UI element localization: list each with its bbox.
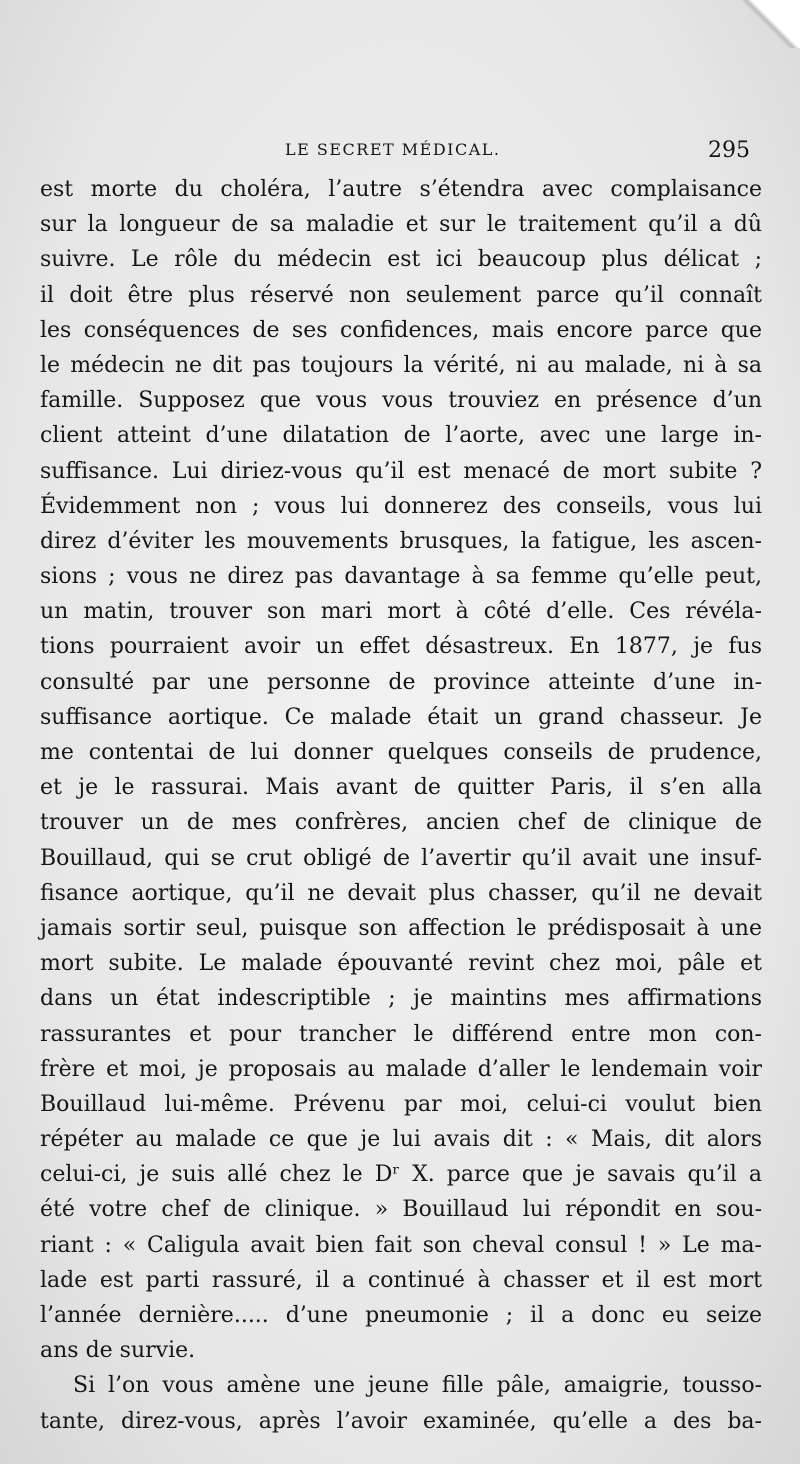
- text-line: les conséquences de ses confidences, mais encore parce que: [40, 317, 762, 343]
- text-line: Évidemment non ; vous lui donnerez des conseils, vous lui: [40, 493, 762, 519]
- text-line: Bouillaud lui-même. Prévenu par moi, celui-ci voulut bien: [40, 1091, 762, 1117]
- text-line: lade est parti rassuré, il a continué à chasser et il est mort: [40, 1267, 762, 1293]
- text-line: riant : « Caligula avait bien fait son cheval consul ! » Le ma-: [40, 1232, 762, 1258]
- text-line: trouver un de mes confrères, ancien chef de clinique de: [40, 810, 762, 836]
- text-line: mort subite. Le malade épouvanté revint chez moi, pâle et: [40, 951, 762, 977]
- page-header: [0, 138, 800, 168]
- text-line: celui-ci, je suis allé chez le Dʳ X. parce que je savais qu’il a: [40, 1162, 762, 1188]
- text-line: été votre chef de clinique. » Bouillaud lui répondit en sou-: [40, 1197, 762, 1223]
- text-line: tante, direz-vous, après l’avoir examinée, qu’elle a des ba-: [40, 1408, 762, 1434]
- text-line: fisance aortique, qu’il ne devait plus chasser, qu’il ne devait: [40, 880, 762, 906]
- body-text: [40, 172, 762, 1439]
- page-corner-fold: [740, 0, 800, 48]
- text-line: suffisance. Lui diriez-vous qu’il est menacé de mort subite ?: [40, 458, 762, 484]
- text-line: frère et moi, je proposais au malade d’aller le lendemain voir: [40, 1056, 762, 1082]
- text-line: dans un état indescriptible ; je maintins mes affirmations: [40, 986, 762, 1012]
- text-line: l’année dernière..... d’une pneumonie ; il a donc eu seize: [40, 1303, 762, 1328]
- text-line: et je le rassurai. Mais avant de quitter Paris, il s’en alla: [40, 775, 762, 801]
- text-line: le médecin ne dit pas toujours la vérité, ni au malade, ni à sa: [40, 352, 762, 378]
- text-line: sions ; vous ne direz pas davantage à sa femme qu’elle peut,: [40, 564, 762, 590]
- text-line: rassurantes et pour trancher le différend entre mon con-: [40, 1021, 762, 1047]
- text-line: il doit être plus réservé non seulement parce qu’il connaît: [40, 282, 762, 308]
- text-line: tions pourraient avoir un effet désastreux. En 1877, je fus: [40, 634, 762, 660]
- text-line: consulté par une personne de province atteinte d’une in-: [40, 669, 762, 695]
- paragraph-start-line: Si l’on vous amène une jeune fille pâle, amaigrie, tousso-: [73, 1373, 762, 1399]
- paragraph-end-line: ans de survie.: [40, 1338, 196, 1364]
- text-line: jamais sortir seul, puisque son affection le prédisposait à une: [40, 915, 762, 941]
- text-line: est morte du choléra, l’autre s’étendra avec complaisance: [40, 177, 762, 202]
- text-line: un matin, trouver son mari mort à côté d’elle. Ces révéla-: [40, 599, 762, 625]
- text-line: me contentai de lui donner quelques conseils de prudence,: [40, 740, 762, 765]
- text-line: sur la longueur de sa maladie et sur le traitement qu’il a dû: [40, 212, 762, 238]
- text-line: famille. Supposez que vous vous trouviez en présence d’un: [40, 388, 762, 414]
- running-title: LE SECRET MÉDICAL.: [285, 140, 501, 159]
- text-line: suivre. Le rôle du médecin est ici beaucoup plus délicat ;: [40, 247, 762, 273]
- page-number: 295: [708, 138, 750, 163]
- text-line: répéter au malade ce que je lui avais dit : « Mais, dit alors: [40, 1127, 762, 1153]
- text-line: direz d’éviter les mouvements brusques, la fatigue, les ascen-: [40, 528, 762, 554]
- text-line: Bouillaud, qui se crut obligé de l’avertir qu’il avait une insuf-: [40, 845, 762, 871]
- text-line: client atteint d’une dilatation de l’aorte, avec une large in-: [40, 423, 762, 449]
- text-line: suffisance aortique. Ce malade était un grand chasseur. Je: [40, 704, 762, 730]
